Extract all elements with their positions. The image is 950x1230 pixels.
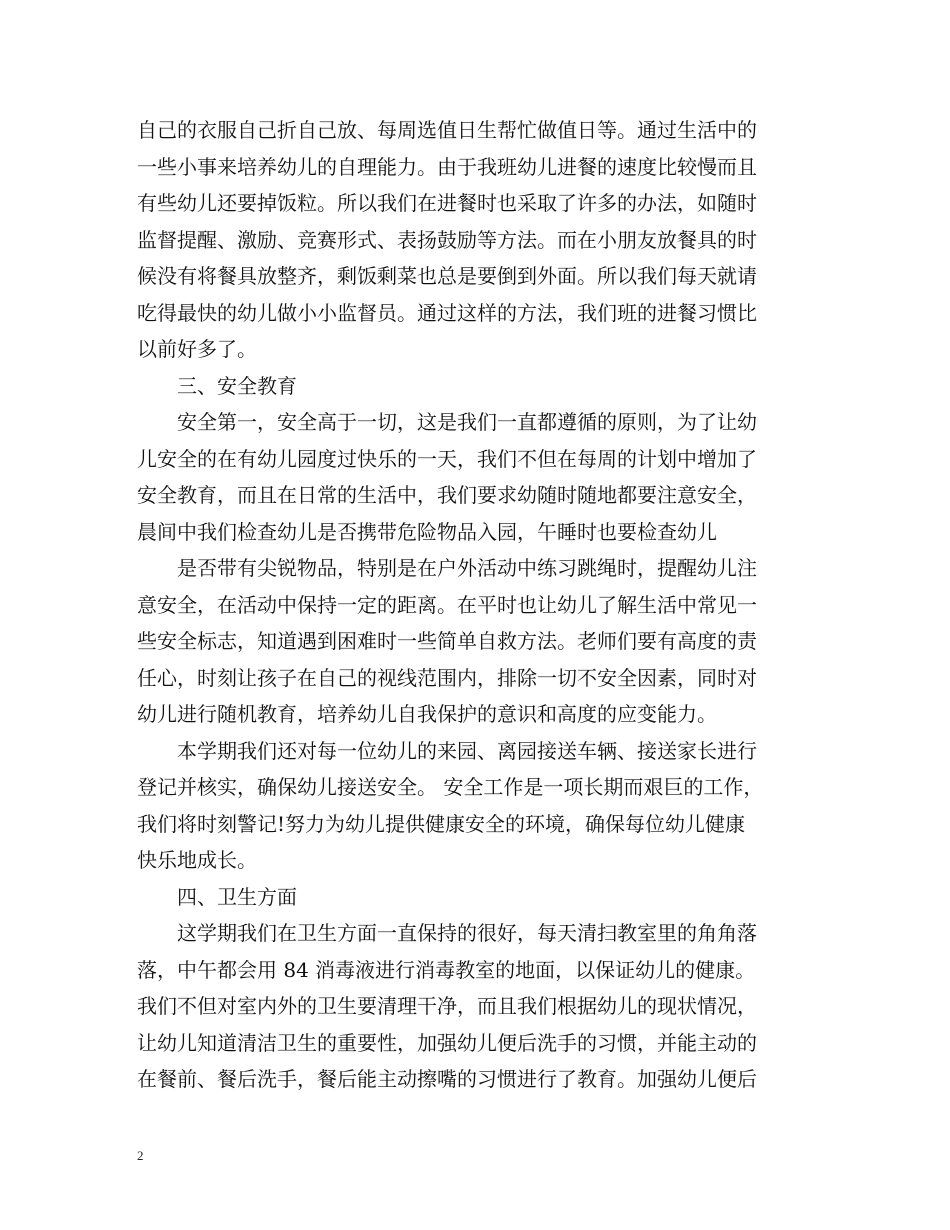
- text-line: 自己的衣服自己折自己放、每周选值日生帮忙做值日等。通过生活中的: [137, 118, 757, 142]
- text-line: 任心，时刻让孩子在自己的视线范围内，排除一切不安全因素，同时对: [137, 665, 757, 690]
- text-line: 四、卫生方面: [177, 884, 297, 909]
- text-line: 我们不但对室内外的卫生要清理干净，而且我们根据幼儿的现状情况，: [137, 994, 757, 1018]
- text-line: 本学期我们还对每一位幼儿的来园、离园接送车辆、接送家长进行: [177, 738, 757, 763]
- page-number: 2: [137, 1148, 144, 1163]
- text-line: 监督提醒、激励、竞赛形式、表扬鼓励等方法。而在小朋友放餐具的时: [137, 227, 757, 252]
- text-line: 吃得最快的幼儿做小小监督员。通过这样的方法，我们班的进餐习惯比: [137, 300, 757, 325]
- text-line: 安全第一，安全高于一切，这是我们一直都遵循的原则，为了让幼: [177, 410, 757, 434]
- text-line: 些安全标志，知道遇到困难时一些简单自救方法。老师们要有高度的责: [137, 629, 757, 653]
- text-line: 幼儿进行随机教育，培养幼儿自我保护的意识和高度的应变能力。: [137, 702, 717, 726]
- text-line: 有些幼儿还要掉饭粒。所以我们在进餐时也采取了许多的办法，如随时: [137, 191, 757, 215]
- text-line: 三、安全教育: [177, 373, 297, 398]
- text-line: 候没有将餐具放整齐，剩饭剩菜也总是要倒到外面。所以我们每天就请: [137, 264, 757, 288]
- text-line: 儿安全的在有幼儿园度过快乐的一天，我们不但在每周的计划中增加了: [137, 446, 757, 471]
- text-line: 安全教育，而且在日常的生活中，我们要求幼随时随地都要注意安全，: [137, 483, 757, 507]
- text-line: 晨间中我们检查幼儿是否携带危险物品入园，午睡时也要检查幼儿: [137, 519, 717, 544]
- text-line: 快乐地成长。: [137, 848, 257, 872]
- text-line: 意安全，在活动中保持一定的距离。在平时也让幼儿了解生活中常见一: [137, 592, 757, 617]
- text-line: 我们将时刻警记!努力为幼儿提供健康安全的环境，确保每位幼儿健康: [137, 811, 746, 836]
- text-line: 落，中午都会用 84 消毒液进行消毒教室的地面，以保证幼儿的健康。: [137, 957, 756, 982]
- text-line: 在餐前、餐后洗手，餐后能主动擦嘴的习惯进行了教育。加强幼儿便后: [137, 1067, 757, 1091]
- text-line: 让幼儿知道清洁卫生的重要性，加强幼儿便后洗手的习惯，并能主动的: [137, 1030, 757, 1055]
- document-body: [137, 112, 827, 1098]
- text-line: 是否带有尖锐物品，特别是在户外活动中练习跳绳时，提醒幼儿注: [177, 556, 757, 580]
- text-line: 一些小事来培养幼儿的自理能力。由于我班幼儿进餐的速度比较慢而且: [137, 154, 757, 179]
- text-line: 以前好多了。: [137, 337, 257, 361]
- text-line: 登记并核实，确保幼儿接送安全。 安全工作是一项长期而艰巨的工作，: [137, 775, 764, 799]
- text-line: 这学期我们在卫生方面一直保持的很好，每天清扫教室里的角角落: [177, 921, 757, 945]
